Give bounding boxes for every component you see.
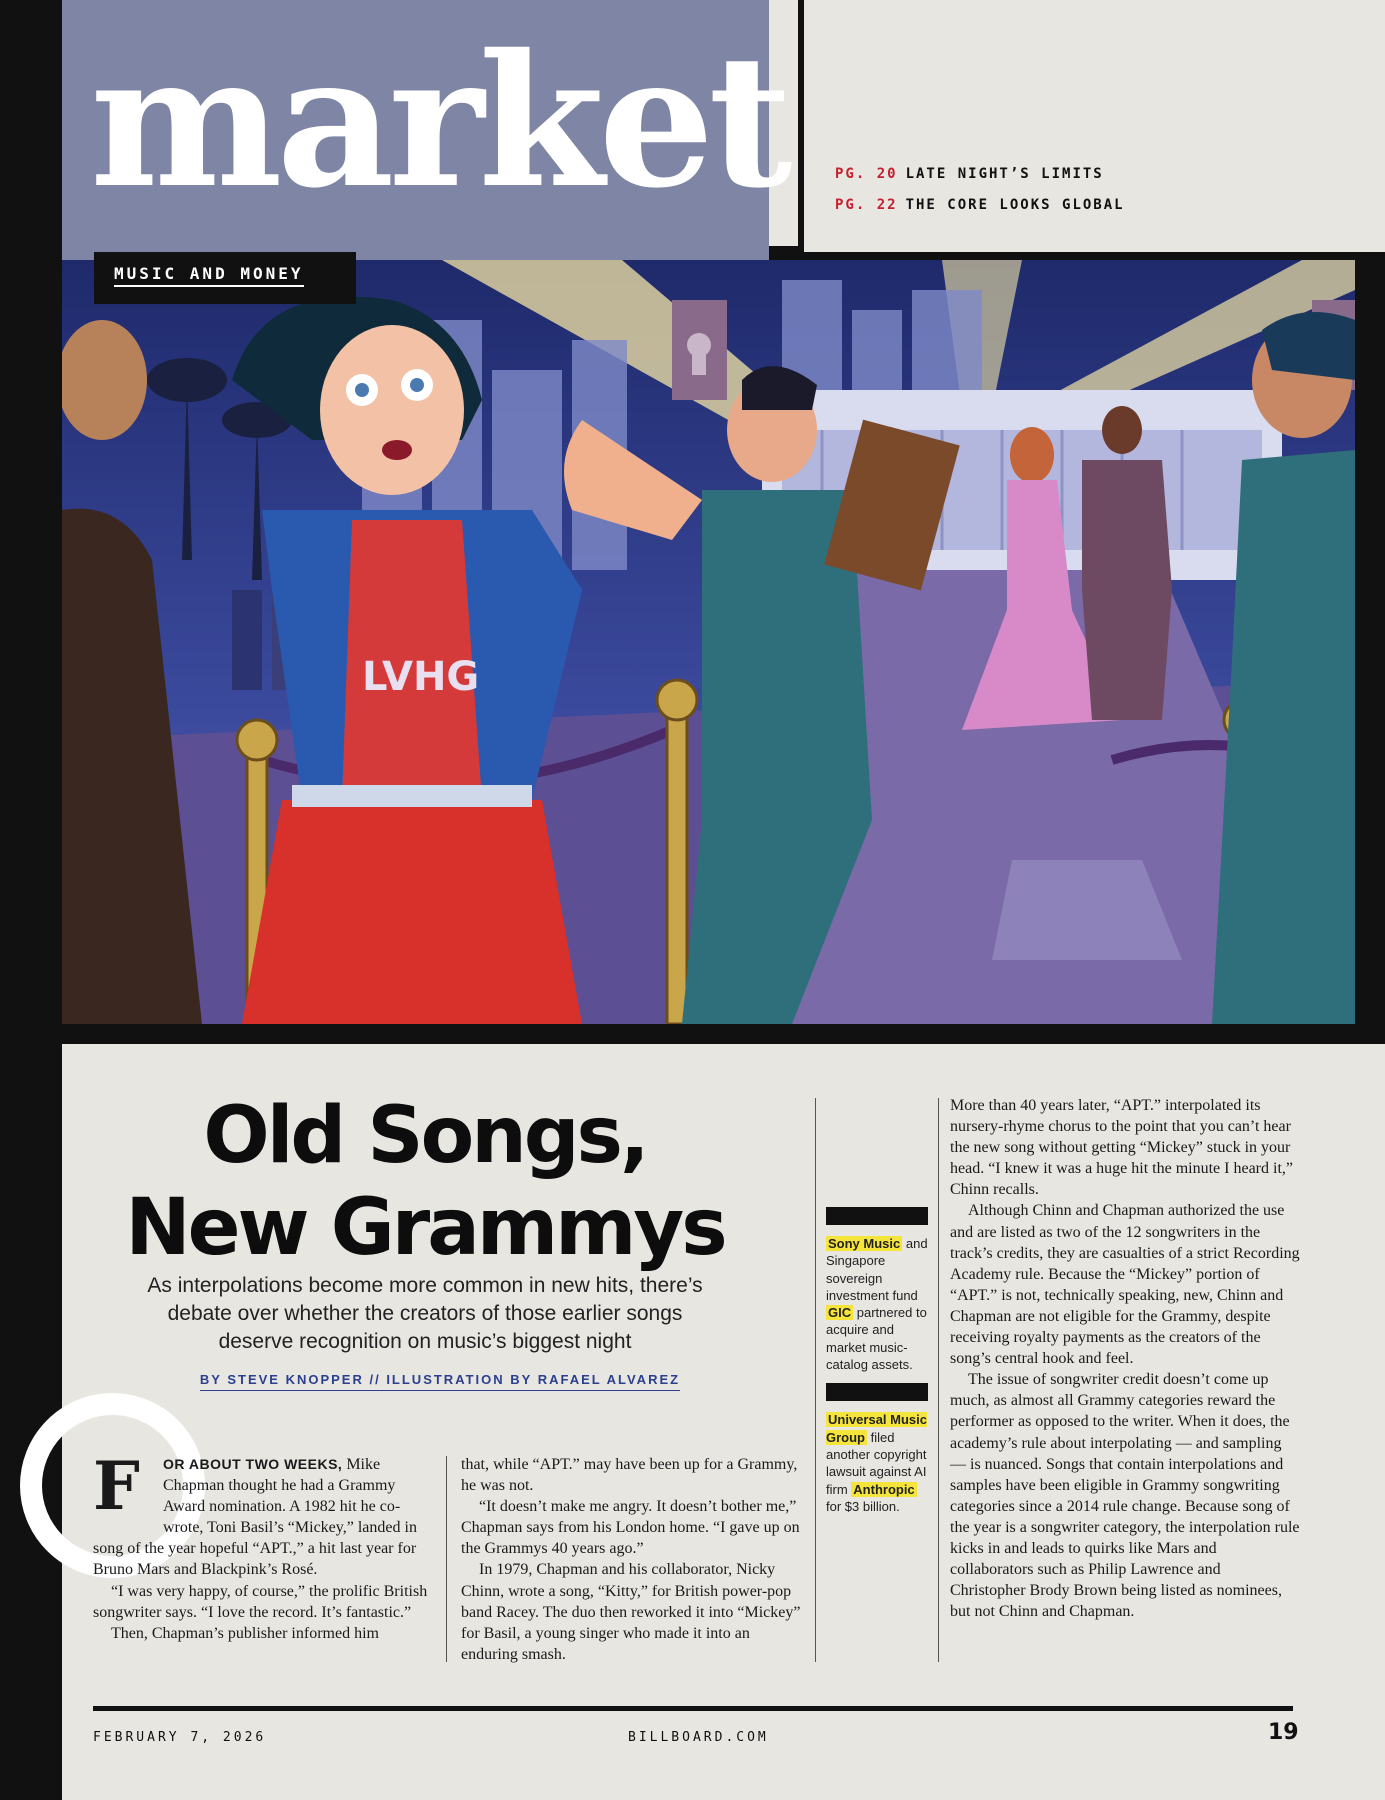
- sidebar-text: and Singapore sovereign investment fund: [826, 1236, 928, 1303]
- toc-title: LATE NIGHT’S LIMITS: [905, 166, 1104, 182]
- article-column-1: [93, 1447, 433, 1644]
- toc-page: PG. 22: [835, 197, 898, 213]
- highlight: Universal Music Group: [826, 1412, 927, 1445]
- headline: [80, 1090, 770, 1274]
- highlight: GIC: [828, 1305, 852, 1321]
- jersey-text: LVHG: [362, 654, 480, 700]
- headline-line: New Grammys: [125, 1183, 725, 1273]
- footer-rule: [93, 1706, 1293, 1711]
- grammys-red-carpet-illustration: [62, 260, 1355, 1024]
- drop-cap: F: [93, 1447, 140, 1525]
- sidebar-bar: [826, 1207, 928, 1225]
- section-tag: [94, 252, 356, 304]
- toc-item[interactable]: [835, 197, 1125, 228]
- article-column-2: [461, 1454, 801, 1665]
- toc-item[interactable]: [835, 166, 1125, 197]
- sidebar-text: for $3 billion.: [826, 1498, 900, 1514]
- table-of-contents: [835, 166, 1125, 228]
- sidebar-item: [826, 1411, 928, 1515]
- sidebar-bar: [826, 1383, 928, 1401]
- page-number: 19: [1268, 1720, 1299, 1745]
- sidebar-text: filed another copyright lawsuit against AI firm: [826, 1429, 927, 1497]
- lead-in: OR ABOUT TWO WEEKS,: [163, 1456, 343, 1472]
- byline-text: BY STEVE KNOPPER // ILLUSTRATION BY RAFAEL ALVAREZ: [200, 1372, 680, 1391]
- paragraph: that, while “APT.” may have been up for a Grammy, he was not.: [461, 1456, 798, 1495]
- section-title: market: [90, 14, 787, 228]
- illustration: [62, 260, 1355, 1024]
- column-rule: [938, 1098, 939, 1662]
- page-frame-right: [1355, 326, 1385, 1044]
- highlight: Sony Music: [828, 1236, 901, 1251]
- footer-date: FEBRUARY 7, 2026: [93, 1730, 267, 1745]
- paragraph: “I was very happy, of course,” the prolific British songwriter says. “I love the record. It’s fantastic.”: [93, 1582, 428, 1621]
- deck: As interpolations become more common in new hits, there’s debate over whether the creators of those earlier songs deserve recognition on music’s biggest night: [147, 1274, 703, 1353]
- paragraph-text: Mike Chapman thought he had a Grammy Award nomination. A 1982 hit he co-wrote, Toni Basil’s “Mickey,” landed in song of the year hopeful “APT.,” a hit last year for Bruno Mars and Blackpink’s Rosé.: [93, 1456, 417, 1579]
- byline: [190, 1372, 690, 1387]
- section-tag-label: MUSIC AND MONEY: [114, 264, 304, 287]
- paragraph: More than 40 years later, “APT.” interpolated its nursery-rhyme chorus to the point that you can’t hear the new song without getting “Mickey” stuck in your head. “I knew it was a huge hit the minute I heard it,” Chinn recalls.: [950, 1097, 1293, 1199]
- headline-line: Old Songs,: [203, 1091, 647, 1181]
- column-rule: [815, 1098, 816, 1662]
- toc-title: THE CORE LOOKS GLOBAL: [905, 197, 1125, 213]
- paragraph: [93, 1447, 433, 1581]
- news-sidebar: [826, 1207, 928, 1525]
- sidebar-text: partnered to acquire and market music-catalog assets.: [826, 1305, 927, 1373]
- paragraph: “It doesn’t make me angry. It doesn’t bother me,” Chapman says from his London home. “I gave up on the Grammys 40 years ago.”: [461, 1498, 800, 1558]
- article-column-4: [950, 1095, 1300, 1622]
- toc-page: PG. 20: [835, 166, 898, 182]
- highlight: Anthropic: [853, 1481, 915, 1497]
- paragraph: The issue of songwriter credit doesn’t come up much, as almost all Grammy categories reward the performer as opposed to the writer. When it does, the academy’s rule about interpolating — and sampling — is nuanced. Songs that contain interpolations and samples have been eligible in Grammy songwriting categories since a 2014 rule change. Because song of the year is a songwriter category, the interpolation rule kicks in and leads to quirks like Mars and collaborators such as Philip Lawrence and Christopher Brody Brown being listed as nominees, but not Chinn and Chapman.: [950, 1371, 1300, 1621]
- paragraph: In 1979, Chapman and his collaborator, Nicky Chinn, wrote a song, “Kitty,” for British power-pop band Racey. The duo then reworked it into “Mickey” for Basil, a young singer who made it into an enduring smash.: [461, 1561, 801, 1663]
- column-rule: [446, 1456, 447, 1662]
- sidebar-item: [826, 1235, 928, 1373]
- footer-site-link[interactable]: BILLBOARD.COM: [628, 1730, 769, 1745]
- paragraph: Although Chinn and Chapman authorized the use and are listed as two of the 12 songwriters in the track’s credits, they are casualties of a strict Recording Academy rule. Because the “Mickey” portion of “APT.” is not, technically speaking, new, Chinn and Chapman are not eligible for the Grammy, despite receiving royalty payments as the creators of the song’s central hook and feel.: [950, 1202, 1300, 1368]
- paragraph: Then, Chapman’s publisher informed him: [111, 1624, 379, 1642]
